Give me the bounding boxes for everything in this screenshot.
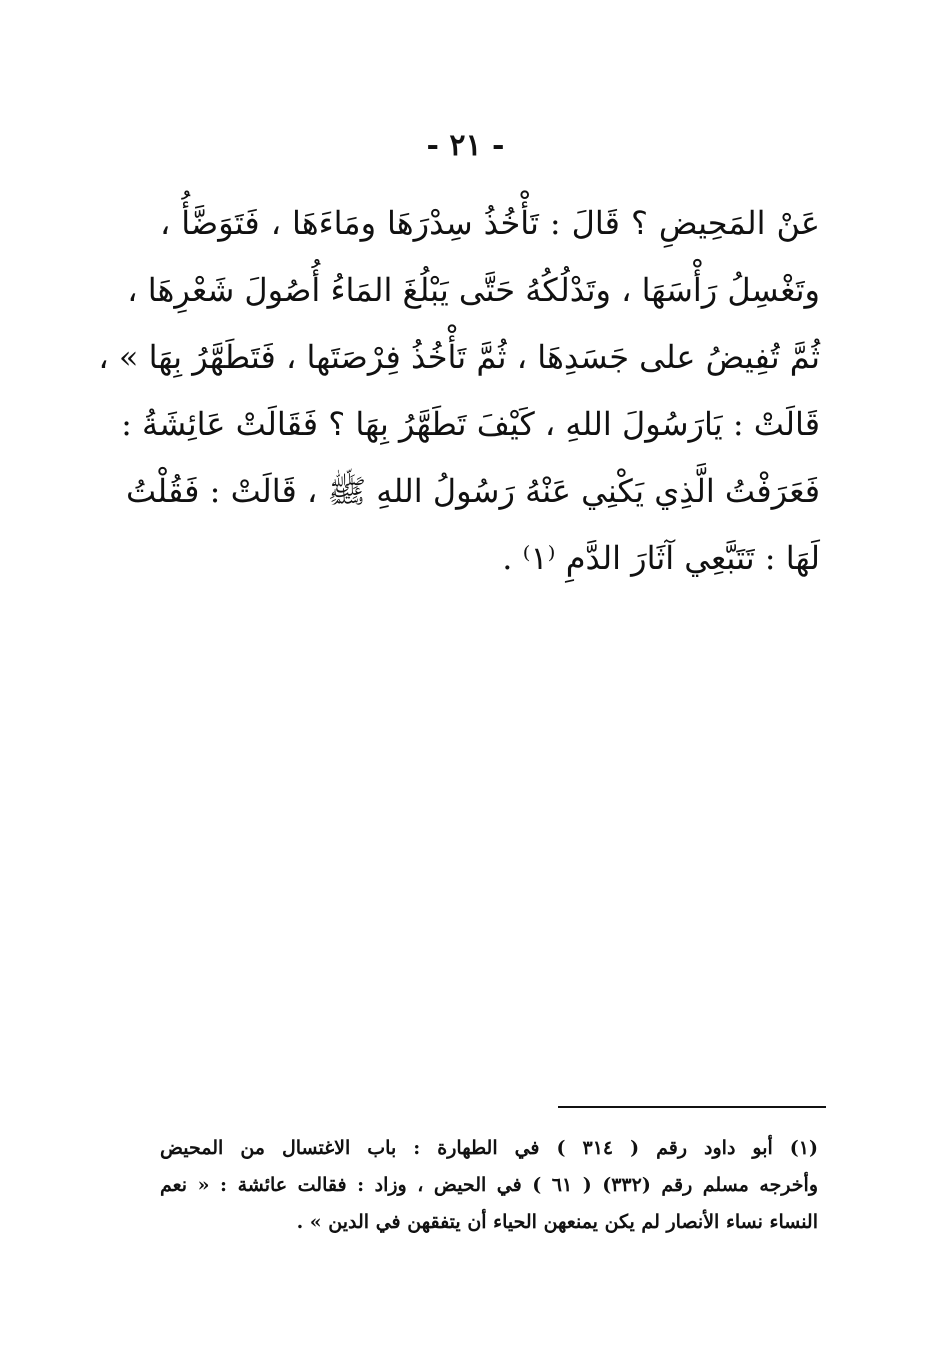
footnote-line: وأخرجه مسلم رقم (٣٣٢) ( ٦١ ) في الحيض ، وزاد : فقالت عائشة : « نعم <box>160 1174 818 1196</box>
text-line: وتَغْسِلُ رَأْسَهَا ، وتَدْلُكُهُ حَتَّى يَبْلُغَ المَاءُ أُصُولَ شَعْرِهَا ، <box>127 271 820 309</box>
text-line: ثُمَّ تُفِيضُ على جَسَدِهَا ، ثُمَّ تَأْخُذُ فِرْصَتَها ، فَتَطَهَّرُ بِهَا » ، <box>98 338 820 376</box>
text-line: قَالَتْ : يَارَسُولَ اللهِ ، كَيْفَ تَطَهَّرُ بِهَا ؟ فَقَالَتْ عَائِشَةُ : <box>121 405 820 443</box>
footnote-divider <box>558 1106 826 1108</box>
page-number: - ٢١ - <box>426 128 505 163</box>
footnote-line: النساء نساء الأنصار لم يكن يمنعهن الحياء أن يتفقهن في الدين » . <box>296 1211 818 1233</box>
main-text <box>98 190 820 592</box>
text-line: لَهَا : تَتَبَّعِي آثَارَ الدَّمِ ⁽١⁾ . <box>502 539 820 577</box>
footnote-line: (١) أبو داود رقم ( ٣١٤ ) في الطهارة : باب الاغتسال من المحيض <box>160 1137 818 1159</box>
footnotes <box>160 1130 818 1241</box>
text-line: فَعَرَفْتُ الَّذِي يَكْنِي عَنْهُ رَسُولُ اللهِ ﷺ ، قَالَتْ : فَقُلْتُ <box>125 472 820 510</box>
text-line: عَنْ المَحِيضِ ؟ قَالَ : تَأْخُذُ سِدْرَهَا ومَاءَهَا ، فَتَوَضَّأُ ، <box>160 204 820 242</box>
